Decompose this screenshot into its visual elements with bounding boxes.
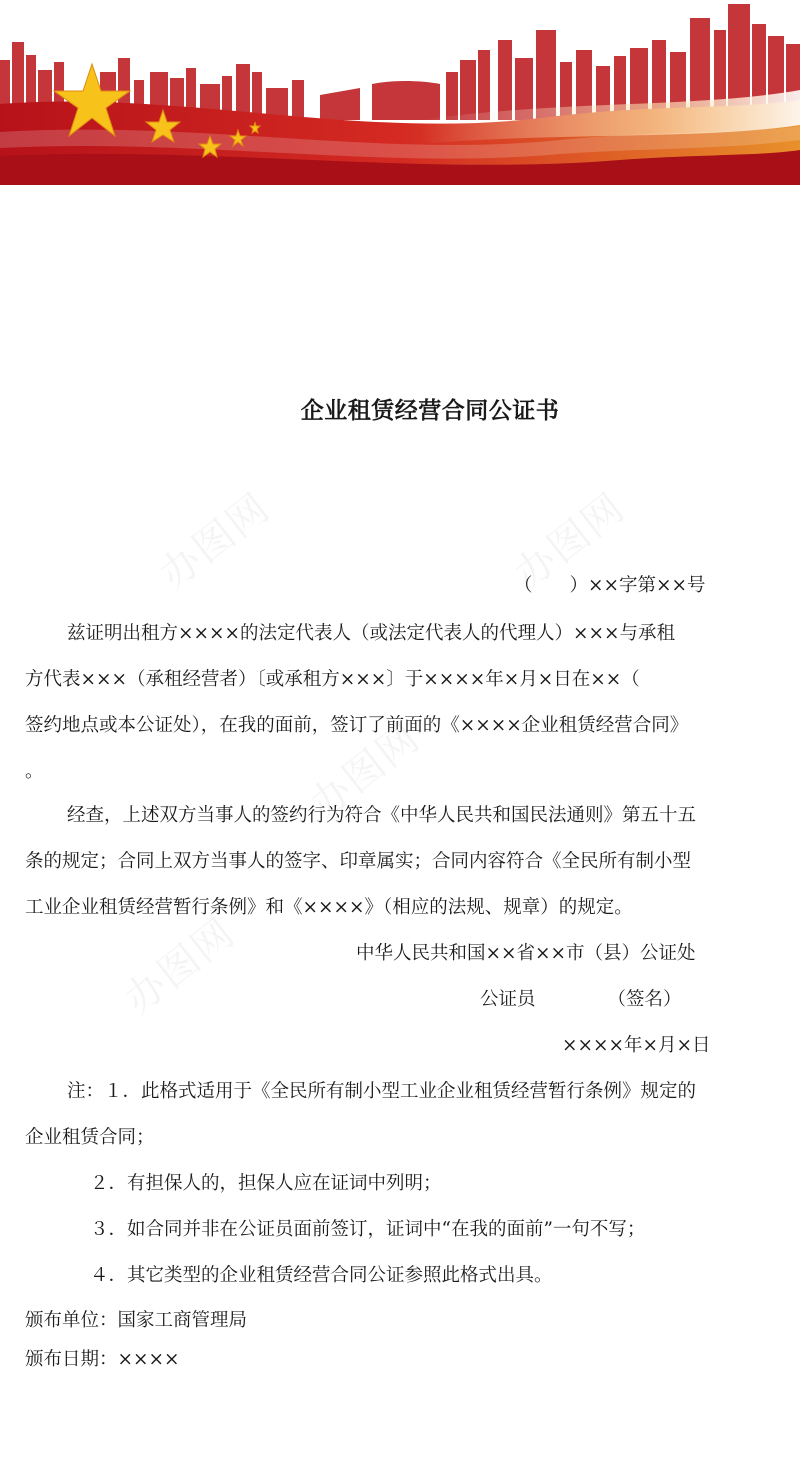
notary-label: 公证员 bbox=[480, 989, 536, 1010]
note-line: ４．其它类型的企业租赁经营合同公证参照此格式出具。 bbox=[90, 1265, 553, 1286]
note-line: ２．有担保人的，担保人应在证词中列明； bbox=[90, 1173, 442, 1194]
document-title: 企业租赁经营合同公证书 bbox=[300, 398, 560, 424]
notary-office: 中华人民共和国××省××市（县）公证处 bbox=[356, 943, 696, 964]
note-line: ３．如合同并非在公证员面前签订，证词中“在我的面前”一句不写； bbox=[90, 1219, 646, 1240]
paragraph-line: 兹证明出租方××××的法定代表人（或法定代表人的代理人）×××与承租 bbox=[67, 623, 676, 644]
paragraph-line: 方代表×××（承租经营者）〔或承租方×××〕于××××年×月×日在××（ bbox=[25, 669, 640, 690]
note-line: 企业租赁合同； bbox=[25, 1127, 155, 1148]
issuing-unit: 颁布单位：国家工商管理局 bbox=[25, 1310, 248, 1331]
reference-number: （ ）××字第××号 bbox=[514, 575, 706, 596]
header-banner bbox=[0, 0, 800, 185]
certificate-date: ××××年×月×日 bbox=[562, 1035, 711, 1056]
paragraph-line: 。 bbox=[25, 761, 44, 782]
note-line: 注：１．此格式适用于《全民所有制小型工业企业租赁经营暂行条例》规定的 bbox=[67, 1081, 697, 1102]
notary-signature-line bbox=[480, 991, 682, 1010]
paragraph-line: 工业企业租赁经营暂行条例》和《××××》（相应的法规、规章）的规定。 bbox=[25, 897, 633, 918]
paragraph-line: 经查，上述双方当事人的签约行为符合《中华人民共和国民法通则》第五十五 bbox=[67, 805, 697, 826]
paragraph-line: 条的规定；合同上双方当事人的签字、印章属实；合同内容符合《全民所有制小型 bbox=[25, 851, 692, 872]
issue-date: 颁布日期：×××× bbox=[25, 1349, 180, 1370]
watermark-text bbox=[146, 477, 280, 599]
watermark-text bbox=[111, 902, 245, 1024]
city-skyline-banner-graphic bbox=[0, 0, 800, 185]
signature-label: （签名） bbox=[607, 989, 682, 1010]
paragraph-line: 签约地点或本公证处），在我的面前，签订了前面的《××××企业租赁经营合同》 bbox=[25, 715, 689, 736]
